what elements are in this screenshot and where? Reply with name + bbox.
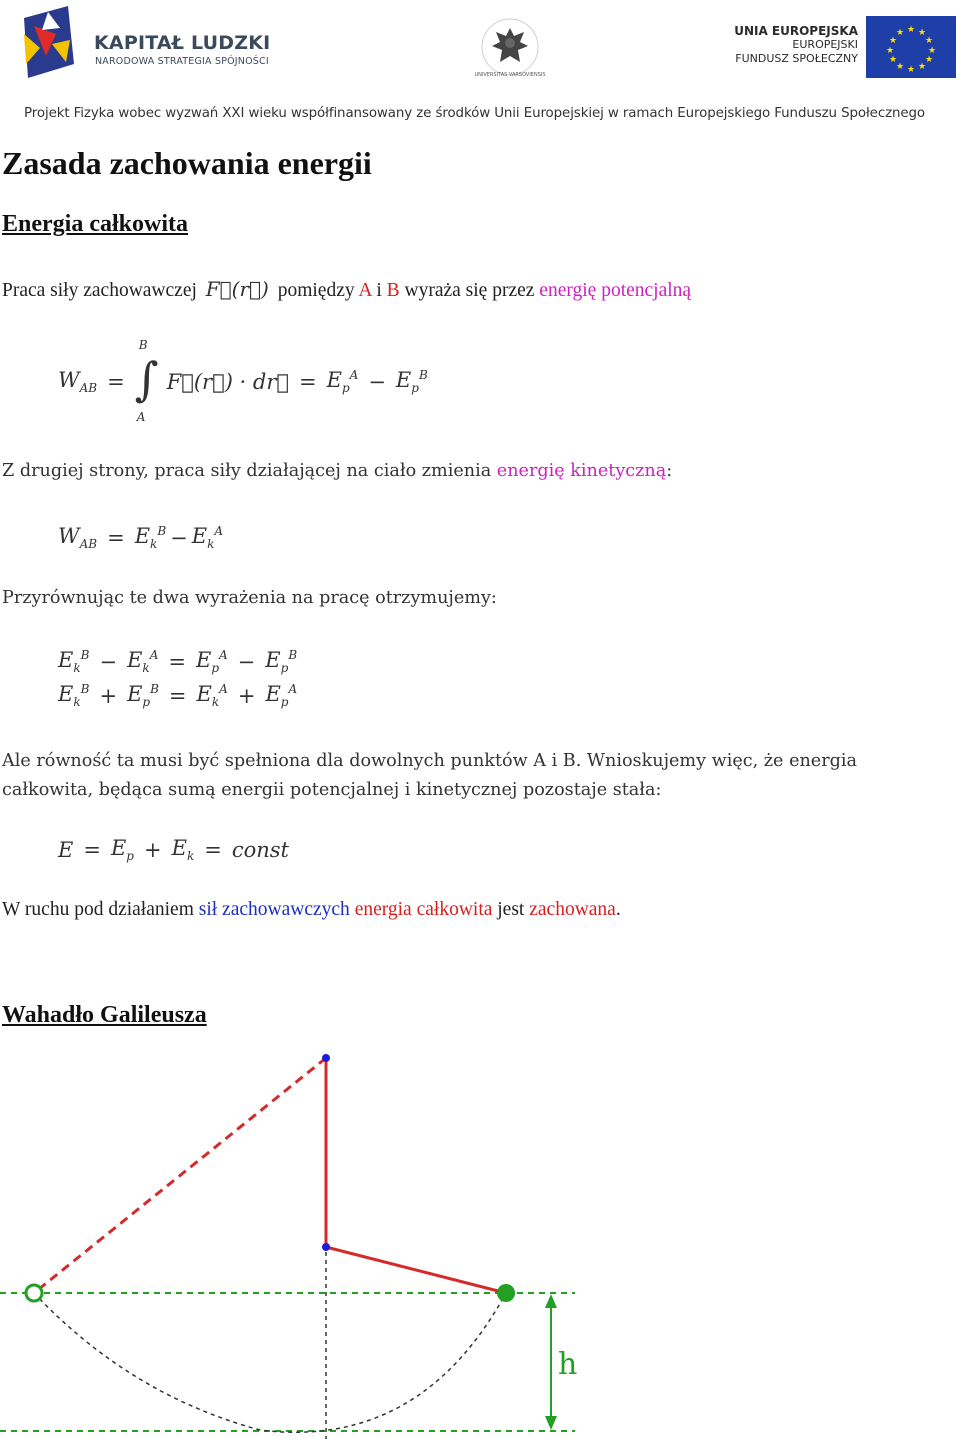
formula-force-inline: F⃗(r⃗) — [205, 277, 269, 301]
svg-text:★: ★ — [895, 62, 905, 72]
kapital-ludzki-title: KAPITAŁ LUDZKI — [94, 32, 271, 54]
svg-text:★: ★ — [906, 65, 916, 75]
point-b-link[interactable]: B — [386, 280, 400, 301]
svg-text:★: ★ — [885, 46, 895, 56]
start-ball-outline — [26, 1285, 42, 1301]
svg-text:★: ★ — [888, 36, 898, 46]
paragraph-druga-strona — [2, 461, 672, 481]
eu-logo — [700, 16, 956, 80]
kapital-ludzki-subtitle: NARODOWA STRATEGIA SPÓJNOŚCI — [95, 56, 269, 67]
end-ball-filled — [497, 1284, 515, 1302]
paragraph-ale-rownosc-line2: całkowita, będąca sumą energii potencjalnej i kinetycznej pozostaje stała: — [2, 780, 662, 800]
project-funding-line: Projekt Fizyka wobec wyzwań XXI wieku współfinansowany ze środków Unii Europejskiej w ramach Europejskiego Funduszu Społecznego — [24, 106, 926, 121]
pendulum-trajectory — [34, 1293, 506, 1432]
energia-calkowita-link[interactable]: energia całkowita — [354, 899, 493, 920]
eu-flag-icon — [866, 16, 956, 78]
university-seal-text: UNIVERSITAS VARSOVIENSIS — [474, 72, 546, 78]
height-label: h — [558, 1347, 578, 1382]
svg-text:★: ★ — [924, 36, 934, 46]
long-string-dashed — [34, 1058, 326, 1293]
svg-text:★: ★ — [927, 46, 937, 56]
height-arrow-head-bottom — [545, 1416, 557, 1430]
paragraph-ale-rownosc-line1: Ale równość ta musi być spełniona dla dowolnych punktów A i B. Wnioskujemy więc, że energia — [2, 751, 858, 771]
paragraph-w-ruchu — [2, 899, 621, 921]
section-heading-energia-calkowita: Energia całkowita — [2, 211, 188, 237]
svg-text:★: ★ — [888, 55, 898, 65]
paragraph-praca-sily — [2, 277, 691, 302]
svg-text:★: ★ — [906, 25, 916, 35]
formula-work-integral: $W_{AB}$ = B ∫ A F⃗(r⃗) · dr⃗ = $E_p^A$ − $E_p^B$ — [58, 338, 428, 424]
galileo-pendulum-diagram — [0, 1040, 620, 1439]
kapital-ludzki-logo — [0, 0, 300, 88]
university-seal — [470, 10, 550, 84]
height-arrow-head-top — [545, 1294, 557, 1308]
svg-text:★: ★ — [917, 28, 927, 38]
paragraph-przyrownujac: Przyrównując te dwa wyrażenia na pracę otrzymujemy: — [2, 588, 497, 608]
formula-energy-equations: $E_k^B$ − $E_k^A$ = $E_p^A$ − $E_p^B$ $E_k^B$ + $E_p^B$ = $E_k^A$ + $E_p^A$ — [58, 648, 298, 710]
point-a-link[interactable]: A — [358, 280, 372, 301]
top-pivot-point — [322, 1054, 330, 1062]
p5-text-d: jest — [497, 899, 525, 920]
lower-string-solid — [326, 1247, 506, 1293]
sily-zachowawcze-link[interactable]: sił zachowawczych — [198, 899, 350, 920]
zachowana-link[interactable]: zachowana — [529, 899, 616, 920]
svg-text:★: ★ — [917, 62, 927, 72]
svg-text:★: ★ — [895, 28, 905, 38]
p5-period: . — [615, 899, 621, 920]
p1-text-f: wyraża się przez — [404, 280, 535, 301]
energia-kinetyczna-link[interactable]: energię kinetyczną — [496, 461, 667, 481]
formula-total-energy: E = $E_p$ + $E_k$ = const — [58, 836, 289, 864]
eu-line-2: EUROPEJSKI — [792, 38, 858, 51]
svg-text:★: ★ — [924, 55, 934, 65]
p5-text-a: W ruchu pod działaniem — [2, 899, 194, 920]
eu-line-3: FUNDUSZ SPOŁECZNY — [735, 52, 858, 65]
page-title: Zasada zachowania energii — [2, 145, 372, 181]
p1-text-a: Praca siły zachowawczej — [2, 280, 197, 301]
formula-work-kinetic: $W_{AB}$ = $E_k^B$ − $E_k^A$ — [58, 524, 224, 552]
energia-potencjalna-link[interactable]: energię potencjalną — [539, 280, 692, 301]
p2-text-a: Z drugiej strony, praca siły działającej na ciało zmienia — [2, 461, 492, 481]
eu-line-1: UNIA EUROPEJSKA — [734, 24, 858, 38]
section-heading-wahadlo-galileusza: Wahadło Galileusza — [2, 1002, 207, 1028]
p2-colon: : — [666, 461, 673, 481]
nail-pivot-point — [322, 1243, 330, 1251]
p1-text-d: i — [376, 280, 382, 301]
kapital-ludzki-emblem-icon — [18, 4, 80, 82]
p1-text-b: pomiędzy — [277, 280, 355, 301]
